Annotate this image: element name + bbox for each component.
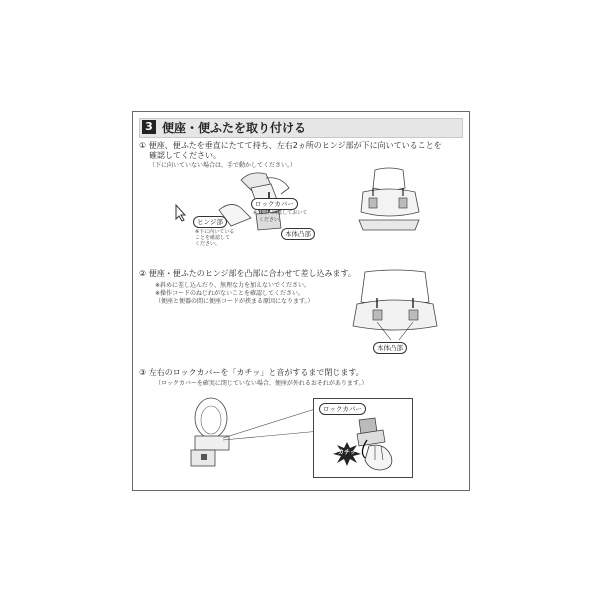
mouse-pointer-icon bbox=[175, 204, 187, 222]
step-2-text bbox=[139, 269, 356, 279]
step-1-hinge-tag: ヒンジ部 bbox=[193, 216, 227, 228]
step-1-hinge-note-1: ※下に向いている bbox=[195, 229, 235, 235]
step-3-line: 左右のロックカバーを「カチッ」と音がするまで閉じます。 bbox=[148, 368, 364, 377]
section-number: 3 bbox=[142, 120, 156, 134]
instruction-panel bbox=[132, 111, 470, 491]
step-1-lock-cover-tag: ロックカバー bbox=[251, 198, 298, 210]
step-1-lock-note-2: ください。 bbox=[259, 217, 285, 223]
step-1-text bbox=[139, 141, 442, 151]
step-3-note: （ロックカバーを確実に閉じていない場合、便座が外れるおそれがあります。） bbox=[155, 380, 368, 387]
step-2-note-2: ※操作コードのねじれがないことを確認してください。 bbox=[155, 290, 305, 297]
step-2-number: ② bbox=[139, 269, 147, 278]
step-3-number: ③ bbox=[139, 368, 147, 377]
step-3-text bbox=[139, 368, 364, 378]
step-2-line: 便座・便ふたのヒンジ部を凸部に合わせて差し込みます。 bbox=[148, 269, 356, 278]
step-2-note-3: （便座と便器の間に便座コードが挟まる原因になります。） bbox=[155, 298, 314, 305]
step-1-hinge-note-2: ことを確認して bbox=[195, 235, 231, 241]
step-2-note-1: ※斜めに差し込んだり、無理な力を加えないでください。 bbox=[155, 282, 311, 289]
step-2-illustration bbox=[351, 272, 439, 352]
step-2-body-boss-tag: 本体凸部 bbox=[373, 342, 407, 354]
step-1-body-boss-tag: 本体凸部 bbox=[281, 228, 315, 240]
step-1-lock-note-1: ※矢印へ回転しておいて bbox=[253, 210, 308, 216]
step-1-hinge-note-3: ください。 bbox=[195, 241, 221, 247]
step-1-line-2: 確認してください。 bbox=[149, 151, 221, 160]
step-1-right-illustration bbox=[355, 168, 423, 236]
step-1-note: （下に向いていない場合は、手で動かしてください。） bbox=[149, 162, 297, 169]
click-sound-label: カチッ bbox=[338, 449, 356, 456]
step-1-number: ① bbox=[139, 141, 147, 150]
section-header bbox=[139, 118, 463, 138]
step-1-line-1: 便座、便ふたを垂直にたてて持ち、左右2ヵ所のヒンジ部が下に向いていることを bbox=[148, 141, 442, 150]
step-3-lock-cover-tag: ロックカバー bbox=[319, 403, 366, 415]
section-title: 便座・便ふたを取り付ける bbox=[162, 121, 307, 135]
